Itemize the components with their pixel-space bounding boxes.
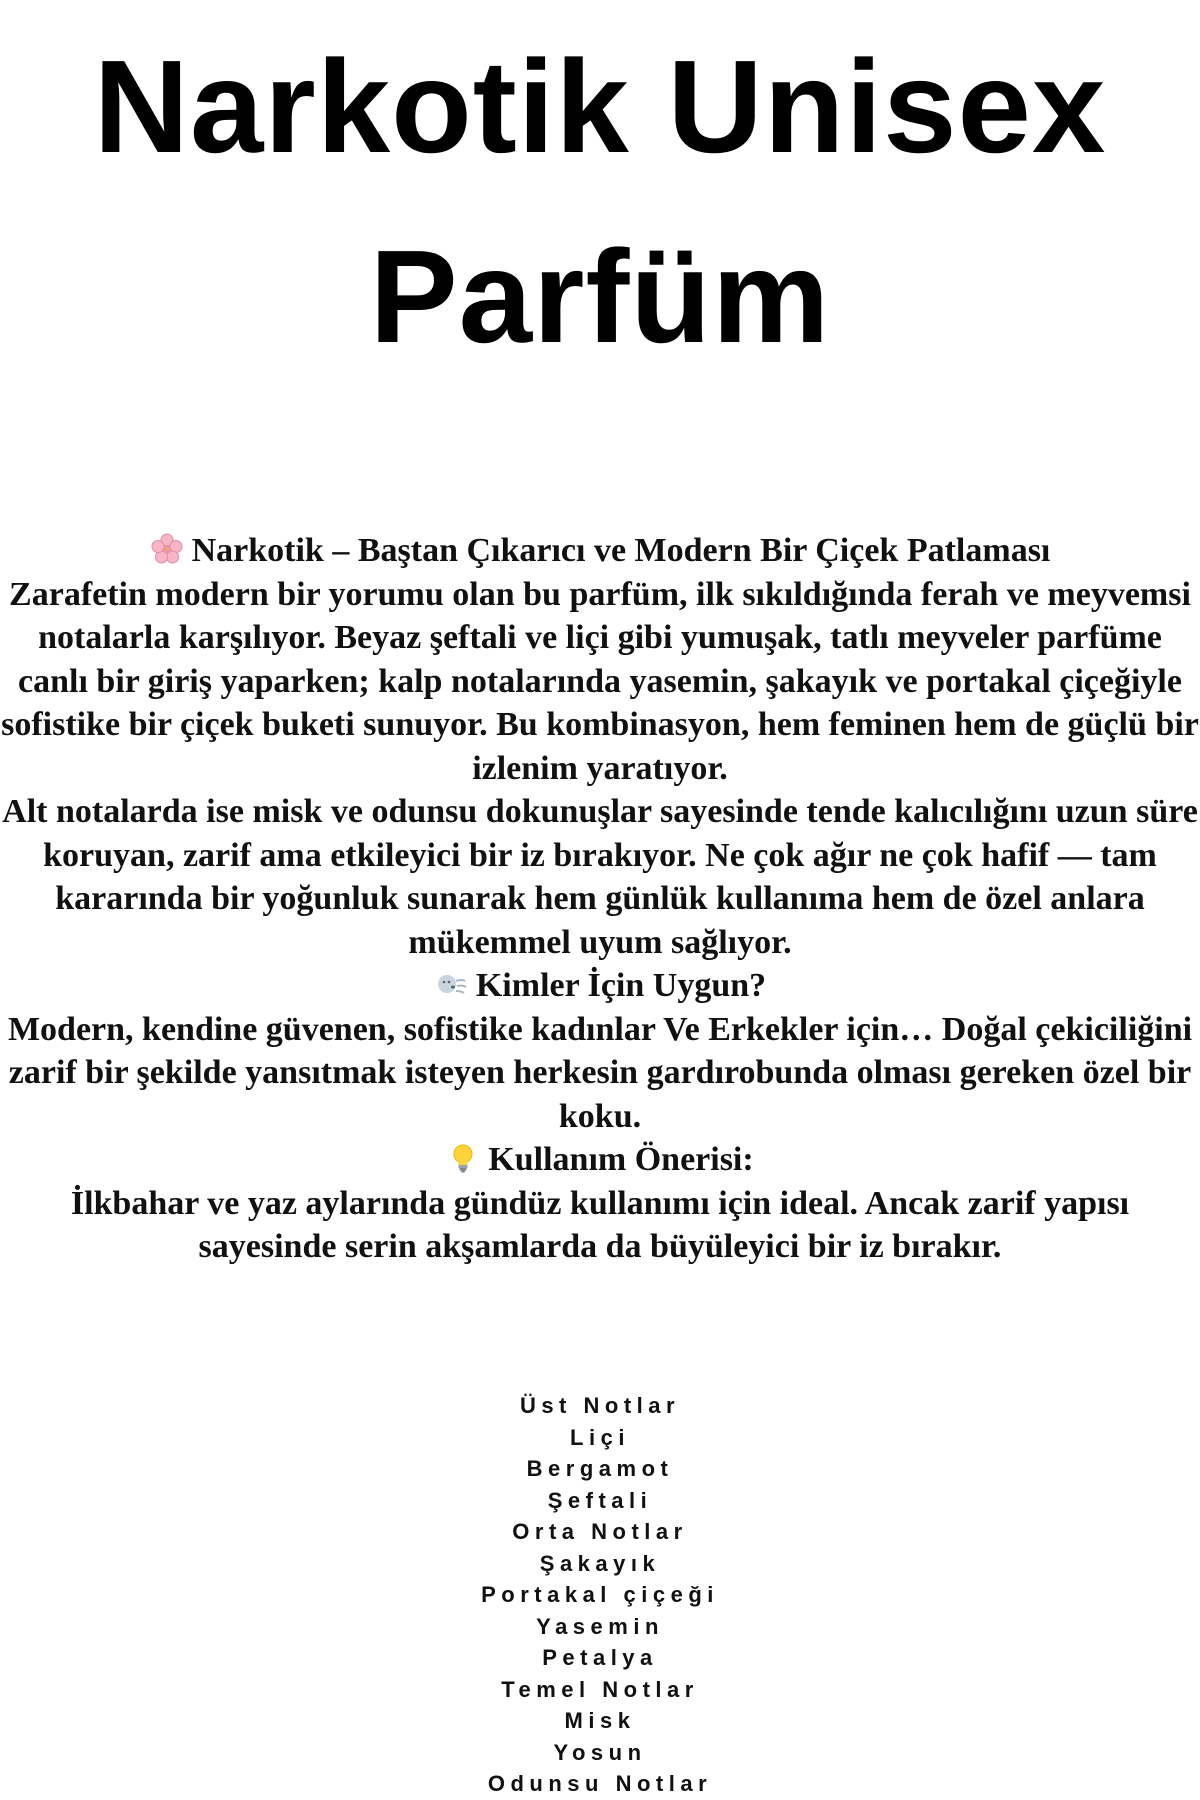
description-paragraph-1: Zarafetin modern bir yorumu olan bu parfüm, ilk sıkıldığında ferah ve meyvemsi notalarla karşılıyor. Beyaz şeftali ve liçi gibi yumuşak, tatlı meyveler parfüme canlı bir giriş yaparken; kalp notalarında yasemin, şakayık ve portakal çiçeğiyle sofistike bir çiçek buketi sunuyor. Bu kombinasyon, hem feminen hem de güçlü bir izlenim yaratıyor. (1, 575, 1199, 787)
title-line-1: Narkotik Unisex (93, 33, 1107, 180)
notes-list (0, 1390, 1200, 1800)
usage-text: İlkbahar ve yaz aylarında gündüz kullanımı için ideal. Ancak zarif yapısı sayesinde serin akşamlarda da büyüleyici bir iz bırakır. (70, 1184, 1130, 1265)
description-heading-text: Narkotik – Baştan Çıkarıcı ve Modern Bir Çiçek Patlaması (191, 532, 1051, 569)
title-line-2: Parfüm (369, 223, 831, 370)
description-heading (0, 529, 1200, 573)
description-paragraph-2: Alt notalarda ise misk ve odunsu dokunuşlar sayesinde tende kalıcılığını uzun süre koruyan, zarif ama etkileyici bir iz bırakıyor. Ne çok ağır ne çok hafif — tam kararında bir yoğunluk sunarak hem günlük kullanıma hem de özel anlara mükemmel uyum sağlıyor. (2, 793, 1198, 961)
notes-group-middle: Orta Notlar (512, 1519, 688, 1544)
note-item: Şakayık (539, 1550, 661, 1576)
note-item: Yasemin (536, 1613, 664, 1639)
notes-group-base: Temel Notlar (501, 1676, 699, 1702)
product-description (0, 529, 1200, 1269)
light-bulb-icon (446, 1141, 480, 1175)
who-heading (0, 964, 1200, 1008)
note-item: Şeftali (547, 1487, 653, 1513)
wind-face-icon (434, 967, 468, 1001)
cherry-blossom-icon (150, 532, 184, 566)
notes-group-woody: Odunsu Notlar (487, 1771, 713, 1796)
usage-heading-text: Kullanım Önerisi: (488, 1141, 754, 1178)
note-item: Yosun (553, 1739, 647, 1765)
who-text: Modern, kendine güvenen, sofistike kadınlar Ve Erkekler için… Doğal çekiciliğini zarif bir şekilde yansıtmak isteyen herkesin gardırobunda olması gereken özel bir koku. (7, 1010, 1193, 1135)
note-item: Liçi (570, 1424, 630, 1450)
note-item: Petalya (542, 1645, 658, 1670)
usage-heading (0, 1138, 1200, 1182)
note-item: Bergamot (526, 1456, 674, 1481)
note-item: Portakal çiçeği (481, 1582, 719, 1607)
who-heading-text: Kimler İçin Uygun? (475, 967, 767, 1004)
notes-group-top: Üst Notlar (519, 1393, 681, 1418)
note-item: Misk (564, 1708, 636, 1733)
page-title (0, 0, 1200, 392)
